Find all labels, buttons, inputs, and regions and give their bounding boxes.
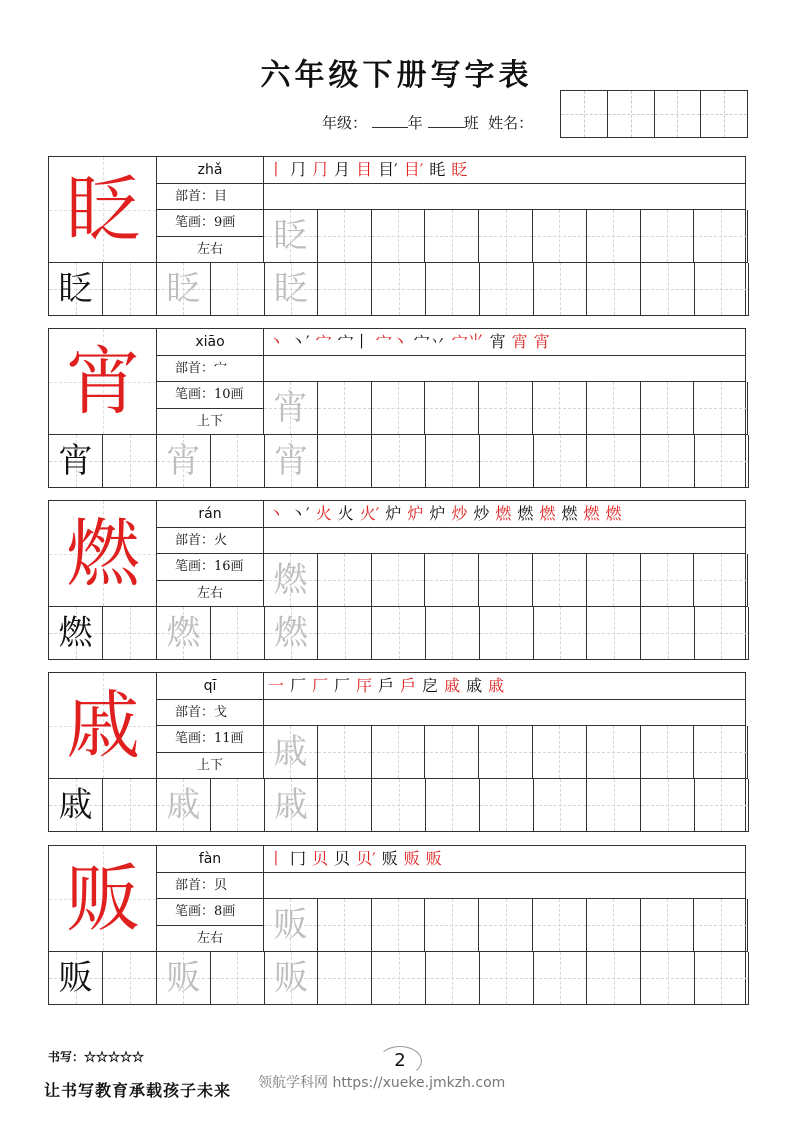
practice-cell[interactable]	[533, 899, 587, 952]
class-suffix: 班	[463, 114, 479, 132]
practice-cell[interactable]	[211, 607, 265, 660]
trace-character: 戚	[273, 732, 308, 772]
trace-character: 眨	[273, 216, 308, 256]
practice-cell[interactable]	[695, 263, 749, 316]
radical: 部首：贝	[157, 873, 264, 900]
practice-cell[interactable]	[103, 263, 157, 316]
blank-row	[264, 356, 745, 383]
practice-cell[interactable]	[587, 952, 641, 1005]
practice-cell[interactable]	[372, 726, 426, 779]
stroke-step: 目′	[403, 160, 424, 179]
pinyin: zhǎ	[157, 157, 264, 184]
practice-cell[interactable]	[425, 899, 479, 952]
practice-cell[interactable]	[587, 726, 641, 779]
slogan: 让书写教育承载孩子未来	[44, 1081, 232, 1100]
stroke-order	[264, 329, 556, 356]
practice-cell[interactable]	[641, 435, 695, 488]
practice-cell[interactable]	[695, 779, 749, 832]
page-title: 六年级下册写字表	[260, 58, 533, 93]
practice-cell[interactable]	[695, 607, 749, 660]
practice-cell[interactable]	[372, 899, 426, 952]
structure: 上下	[157, 753, 264, 780]
practice-cell[interactable]	[103, 952, 157, 1005]
year-suffix: 年	[407, 114, 423, 132]
blank-row	[264, 528, 745, 555]
practice-cell[interactable]	[587, 435, 641, 488]
stroke-order	[264, 673, 510, 700]
stroke-step: 丶′	[290, 504, 310, 523]
practice-cell[interactable]	[694, 382, 748, 435]
trace-character: 贩	[273, 905, 308, 945]
practice-cell[interactable]	[694, 554, 748, 607]
practice-cell[interactable]	[480, 263, 534, 316]
stroke-step: 眊	[429, 160, 446, 179]
year-blank[interactable]	[372, 113, 408, 128]
practice-cell[interactable]	[49, 263, 103, 316]
stroke-step: 燃	[561, 504, 578, 523]
trace-character: 眨	[166, 269, 201, 309]
trace-character: 宵	[166, 441, 201, 481]
radical: 部首：宀	[157, 356, 264, 383]
stroke-step: 戚	[444, 676, 461, 695]
practice-cell[interactable]	[480, 607, 534, 660]
stroke-step: 火	[337, 504, 354, 523]
trace-character: 贩	[273, 958, 308, 998]
practice-cell[interactable]	[372, 952, 426, 1005]
stroke-step: 目	[356, 160, 373, 179]
structure: 左右	[157, 926, 264, 953]
practice-cell[interactable]	[372, 779, 426, 832]
practice-cell[interactable]	[264, 726, 318, 779]
trace-character: 戚	[273, 785, 308, 825]
practice-cell[interactable]	[694, 210, 748, 263]
model-character: 眨	[58, 269, 93, 309]
stroke-step: 燃	[495, 504, 512, 523]
practice-cell[interactable]	[318, 382, 372, 435]
practice-cell[interactable]	[479, 726, 533, 779]
trace-character: 宵	[273, 388, 308, 428]
character-block	[48, 328, 746, 488]
stroke-count: 笔画：16画	[157, 554, 264, 581]
practice-cell[interactable]	[534, 952, 588, 1005]
practice-cell[interactable]	[318, 607, 372, 660]
stroke-step: 宀	[315, 332, 332, 351]
stroke-step: 宵	[533, 332, 550, 351]
practice-cell[interactable]	[479, 210, 533, 263]
trace-character: 眨	[273, 269, 308, 309]
pinyin: fàn	[157, 846, 264, 873]
practice-cell[interactable]	[641, 210, 695, 263]
practice-cell[interactable]	[103, 435, 157, 488]
pinyin: qī	[157, 673, 264, 700]
stroke-step: 炉	[407, 504, 424, 523]
practice-cell[interactable]	[533, 382, 587, 435]
trace-character: 燃	[166, 613, 201, 653]
practice-cell[interactable]	[372, 210, 426, 263]
stroke-step: 冂	[290, 849, 307, 868]
practice-cell[interactable]	[49, 779, 103, 832]
main-character: 眨	[66, 167, 140, 253]
stroke-step: 火′	[359, 504, 380, 523]
stroke-step: 炉	[385, 504, 402, 523]
practice-cell[interactable]	[534, 435, 588, 488]
stroke-step: 宀⺌	[451, 332, 484, 351]
stroke-step: 丶	[268, 504, 285, 523]
stroke-step: 戶	[378, 676, 395, 695]
class-blank[interactable]	[428, 113, 464, 128]
practice-cell[interactable]	[157, 263, 211, 316]
stroke-step: 厈	[356, 676, 373, 695]
stroke-step: 贝	[312, 849, 329, 868]
practice-cell[interactable]	[641, 726, 695, 779]
name-box[interactable]	[561, 91, 608, 137]
name-box[interactable]	[608, 91, 655, 137]
model-character: 贩	[58, 958, 93, 998]
practice-cell[interactable]	[211, 779, 265, 832]
grade-label: 年级：	[322, 114, 368, 132]
radical: 部首：火	[157, 528, 264, 555]
stroke-step: 贝	[334, 849, 351, 868]
practice-cell[interactable]	[426, 779, 480, 832]
practice-cell[interactable]	[587, 607, 641, 660]
stroke-step: 戹	[422, 676, 439, 695]
practice-cell[interactable]	[534, 607, 588, 660]
practice-cell[interactable]	[641, 554, 695, 607]
practice-cell[interactable]	[641, 263, 695, 316]
practice-cell[interactable]	[479, 899, 533, 952]
stroke-step: 燃	[583, 504, 600, 523]
practice-cell[interactable]	[533, 210, 587, 263]
practice-cell[interactable]	[587, 382, 641, 435]
practice-cell[interactable]	[372, 607, 426, 660]
practice-cell[interactable]	[103, 607, 157, 660]
radical: 部首：目	[157, 184, 264, 211]
practice-cell[interactable]	[264, 210, 318, 263]
stroke-step: 丶′	[290, 332, 310, 351]
stroke-order	[264, 157, 473, 184]
practice-cell[interactable]	[426, 263, 480, 316]
practice-cell[interactable]	[211, 435, 265, 488]
stroke-step: 燃	[517, 504, 534, 523]
practice-cell[interactable]	[479, 382, 533, 435]
character-block	[48, 500, 746, 660]
structure: 上下	[157, 409, 264, 436]
practice-cell[interactable]	[318, 210, 372, 263]
practice-cell[interactable]	[157, 952, 211, 1005]
stroke-step: 宵	[489, 332, 506, 351]
practice-cell[interactable]	[372, 435, 426, 488]
pinyin: rán	[157, 501, 264, 528]
practice-cell[interactable]	[372, 263, 426, 316]
name-box[interactable]	[655, 91, 702, 137]
practice-cell[interactable]	[426, 952, 480, 1005]
structure: 左右	[157, 237, 264, 264]
stroke-step: ⺆	[312, 160, 329, 179]
stroke-step: 贩	[425, 849, 442, 868]
practice-cell[interactable]	[318, 726, 372, 779]
practice-cell[interactable]	[533, 726, 587, 779]
practice-cell[interactable]	[265, 435, 319, 488]
practice-cell[interactable]	[694, 899, 748, 952]
practice-cell[interactable]	[641, 779, 695, 832]
stroke-step: 贝′	[356, 849, 376, 868]
page-number-text: 2	[394, 1050, 406, 1071]
trace-character: 宵	[273, 441, 308, 481]
stroke-step: 戶	[400, 676, 417, 695]
main-character: 宵	[66, 339, 140, 425]
blank-row	[264, 700, 745, 727]
rating-label: 书写：☆☆☆☆☆	[48, 1050, 145, 1064]
stroke-step: 戚	[466, 676, 483, 695]
stroke-step: 炒	[473, 504, 490, 523]
stroke-step: 厂	[312, 676, 329, 695]
practice-cell[interactable]	[49, 607, 103, 660]
model-character: 戚	[58, 785, 93, 825]
stroke-step: 目′	[378, 160, 398, 179]
stroke-count: 笔画：11画	[157, 726, 264, 753]
character-block	[48, 845, 746, 1005]
main-character-box	[49, 157, 157, 263]
practice-cell[interactable]	[425, 726, 479, 779]
main-character-box	[49, 673, 157, 779]
structure: 左右	[157, 581, 264, 608]
stroke-step: 宀丶	[375, 332, 408, 351]
practice-cell[interactable]	[318, 952, 372, 1005]
main-character: 贩	[66, 856, 140, 942]
practice-cell[interactable]	[265, 779, 319, 832]
practice-cell[interactable]	[49, 435, 103, 488]
name-label: 姓名：	[488, 114, 534, 132]
practice-cell[interactable]	[425, 210, 479, 263]
stroke-step: 贩	[403, 849, 420, 868]
practice-cell[interactable]	[426, 435, 480, 488]
practice-cell[interactable]	[587, 210, 641, 263]
practice-cell[interactable]	[534, 779, 588, 832]
main-character: 燃	[66, 511, 140, 597]
stroke-step: 丨	[268, 849, 285, 868]
stroke-step: 月	[334, 160, 351, 179]
name-box[interactable]	[701, 91, 747, 137]
practice-cell[interactable]	[264, 899, 318, 952]
blank-row	[264, 184, 745, 211]
stroke-order	[264, 501, 628, 528]
main-character: 戚	[66, 683, 140, 769]
practice-cell[interactable]	[318, 899, 372, 952]
practice-cell[interactable]	[265, 607, 319, 660]
practice-cell[interactable]	[641, 382, 695, 435]
practice-cell[interactable]	[641, 952, 695, 1005]
student-info	[322, 112, 533, 133]
main-character-box	[49, 329, 157, 435]
practice-cell[interactable]	[265, 263, 319, 316]
practice-cell[interactable]	[641, 899, 695, 952]
practice-cell[interactable]	[211, 952, 265, 1005]
practice-cell[interactable]	[534, 263, 588, 316]
practice-cell[interactable]	[264, 554, 318, 607]
stroke-order	[264, 846, 448, 873]
trace-character: 燃	[273, 613, 308, 653]
practice-cell[interactable]	[587, 554, 641, 607]
stroke-step: 燃	[605, 504, 622, 523]
practice-cell[interactable]	[533, 554, 587, 607]
practice-cell[interactable]	[157, 607, 211, 660]
watermark: 领航学科网 https://xueke.jmkzh.com	[258, 1075, 506, 1091]
stroke-step: 宀丷	[413, 332, 446, 351]
practice-cell[interactable]	[103, 779, 157, 832]
practice-cell[interactable]	[157, 779, 211, 832]
stroke-step: 眨	[451, 160, 468, 179]
practice-cell[interactable]	[318, 435, 372, 488]
stroke-step: 炉	[429, 504, 446, 523]
practice-cell[interactable]	[49, 952, 103, 1005]
character-block	[48, 672, 746, 832]
stroke-step: 宵	[511, 332, 528, 351]
practice-cell[interactable]	[479, 554, 533, 607]
practice-cell[interactable]	[480, 952, 534, 1005]
stroke-count: 笔画：10画	[157, 382, 264, 409]
stroke-step: 炒	[451, 504, 468, 523]
practice-cell[interactable]	[265, 952, 319, 1005]
practice-cell[interactable]	[695, 435, 749, 488]
stroke-step: ⺆	[290, 160, 307, 179]
practice-cell[interactable]	[480, 435, 534, 488]
practice-cell[interactable]	[372, 382, 426, 435]
model-character: 宵	[58, 441, 93, 481]
stroke-step: 丨	[268, 160, 285, 179]
practice-cell[interactable]	[587, 899, 641, 952]
stroke-count: 笔画：8画	[157, 899, 264, 926]
practice-cell[interactable]	[318, 554, 372, 607]
character-block	[48, 156, 746, 316]
practice-cell[interactable]	[641, 607, 695, 660]
main-character-box	[49, 846, 157, 952]
stroke-step: 丶	[268, 332, 285, 351]
model-character: 燃	[58, 613, 93, 653]
practice-cell[interactable]	[587, 779, 641, 832]
blank-row	[264, 873, 745, 900]
stroke-step: 火	[315, 504, 332, 523]
practice-cell[interactable]	[157, 435, 211, 488]
stroke-count: 笔画：9画	[157, 210, 264, 237]
stroke-step: 贩	[381, 849, 398, 868]
stroke-step: 厂	[290, 676, 307, 695]
practice-cell[interactable]	[695, 952, 749, 1005]
stroke-step: 厂	[334, 676, 351, 695]
practice-cell[interactable]	[425, 382, 479, 435]
practice-cell[interactable]	[264, 382, 318, 435]
stroke-step: 宀丨	[337, 332, 370, 351]
main-character-box	[49, 501, 157, 607]
stroke-step: 戚	[488, 676, 505, 695]
trace-character: 戚	[166, 785, 201, 825]
practice-cell[interactable]	[318, 263, 372, 316]
stroke-step: 燃	[539, 504, 556, 523]
practice-cell[interactable]	[426, 607, 480, 660]
trace-character: 燃	[273, 560, 308, 600]
practice-cell[interactable]	[587, 263, 641, 316]
trace-character: 贩	[166, 958, 201, 998]
pinyin: xiāo	[157, 329, 264, 356]
practice-cell[interactable]	[211, 263, 265, 316]
practice-cell[interactable]	[372, 554, 426, 607]
practice-cell[interactable]	[318, 779, 372, 832]
practice-cell[interactable]	[480, 779, 534, 832]
stroke-step: 一	[268, 676, 285, 695]
practice-cell[interactable]	[425, 554, 479, 607]
name-boxes[interactable]	[560, 90, 748, 138]
radical: 部首：戈	[157, 700, 264, 727]
practice-cell[interactable]	[694, 726, 748, 779]
